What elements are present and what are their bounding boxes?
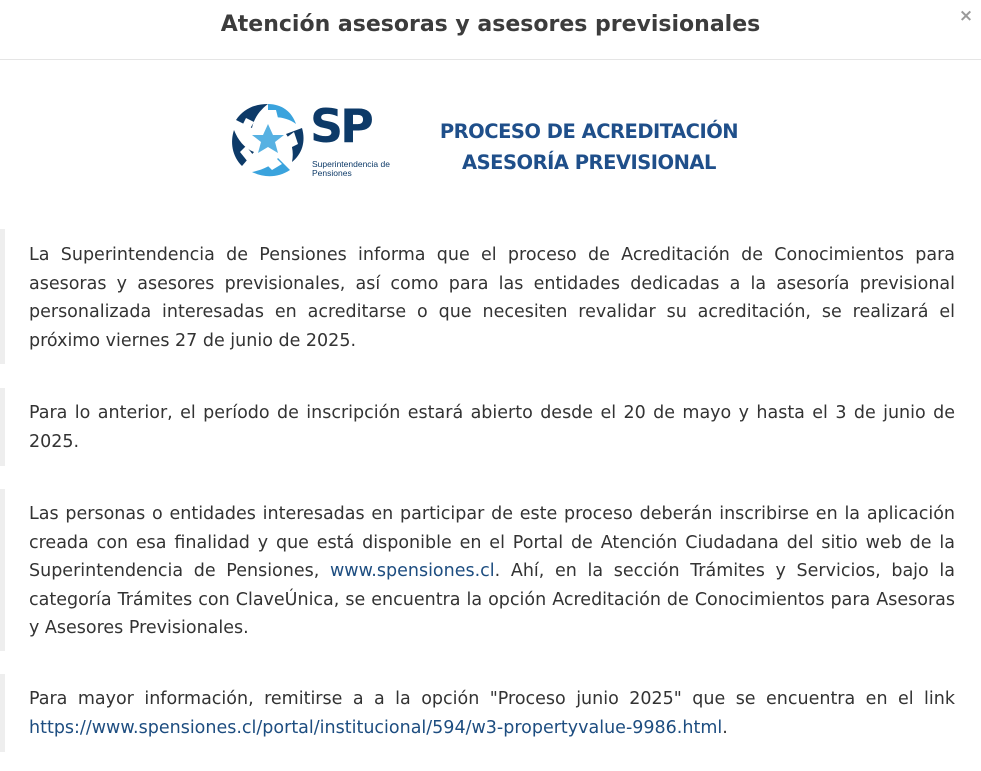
paragraph-text-segment: . Ahí, en la sección Trámites y Servicios, bajo la categoría Trámites con ClaveÚnica, se encuentra la opción Acreditación de Conocimientos para Asesoras y Asesores Previsionales. bbox=[29, 561, 955, 638]
process-info-link[interactable]: https://www.spensiones.cl/portal/institucional/594/w3-propertyvalue-9986.html bbox=[29, 717, 723, 738]
logo-subtitle-line2: Pensiones bbox=[312, 168, 352, 178]
announcement-paragraph-1 bbox=[0, 229, 981, 364]
paragraph-text bbox=[29, 500, 955, 643]
logo-subtitle bbox=[312, 160, 390, 178]
hands-star-logo-icon bbox=[226, 98, 310, 182]
spensiones-website-link[interactable]: www.spensiones.cl bbox=[329, 561, 495, 581]
logo-subtitle-line1: Superintendencia de bbox=[312, 159, 390, 169]
close-button[interactable]: × bbox=[958, 6, 974, 26]
banner-heading-line2: ASESORÍA PREVISIONAL bbox=[462, 151, 716, 174]
modal-title: Atención asesoras y asesores previsionales bbox=[220, 12, 761, 37]
paragraph-text: La Superintendencia de Pensiones informa que el proceso de Acreditación de Conocimientos para asesoras y asesores previsionales, así como para las entidades dedicadas a la asesoría previsional personalizada interesadas en acreditarse o que necesiten revalidar su acreditación, se realizará el próximo viernes 27 de junio de 2025. bbox=[29, 245, 955, 351]
announcement-paragraph-4 bbox=[0, 674, 981, 752]
paragraph-text-segment: Para mayor información, remitirse a a la opción "Proceso junio 2025" que se encuentra en el link bbox=[29, 689, 955, 709]
paragraph-text-segment: . bbox=[722, 717, 728, 738]
logo-initials: SP bbox=[310, 99, 371, 153]
announcement-paragraph-3 bbox=[0, 489, 981, 651]
banner-heading-line1: PROCESO DE ACREDITACIÓN bbox=[439, 120, 739, 143]
paragraph-text: Para lo anterior, el período de inscripción estará abierto desde el 20 de mayo y hasta el 3 de junio de 2025. bbox=[29, 403, 955, 452]
banner-heading bbox=[424, 116, 754, 178]
paragraph-text bbox=[29, 685, 955, 742]
accreditation-banner bbox=[226, 96, 756, 186]
announcement-paragraph-2 bbox=[0, 388, 981, 466]
superintendencia-logo bbox=[226, 96, 396, 186]
modal-header bbox=[0, 0, 981, 60]
paragraph-text-segment: Las personas o entidades interesadas en participar de este proceso deberán inscribirse en la aplicación creada con esa finalidad y que está disponible en el Portal de Atención Ciudadana del sitio web de la Superintendencia de Pensiones, bbox=[29, 504, 955, 581]
